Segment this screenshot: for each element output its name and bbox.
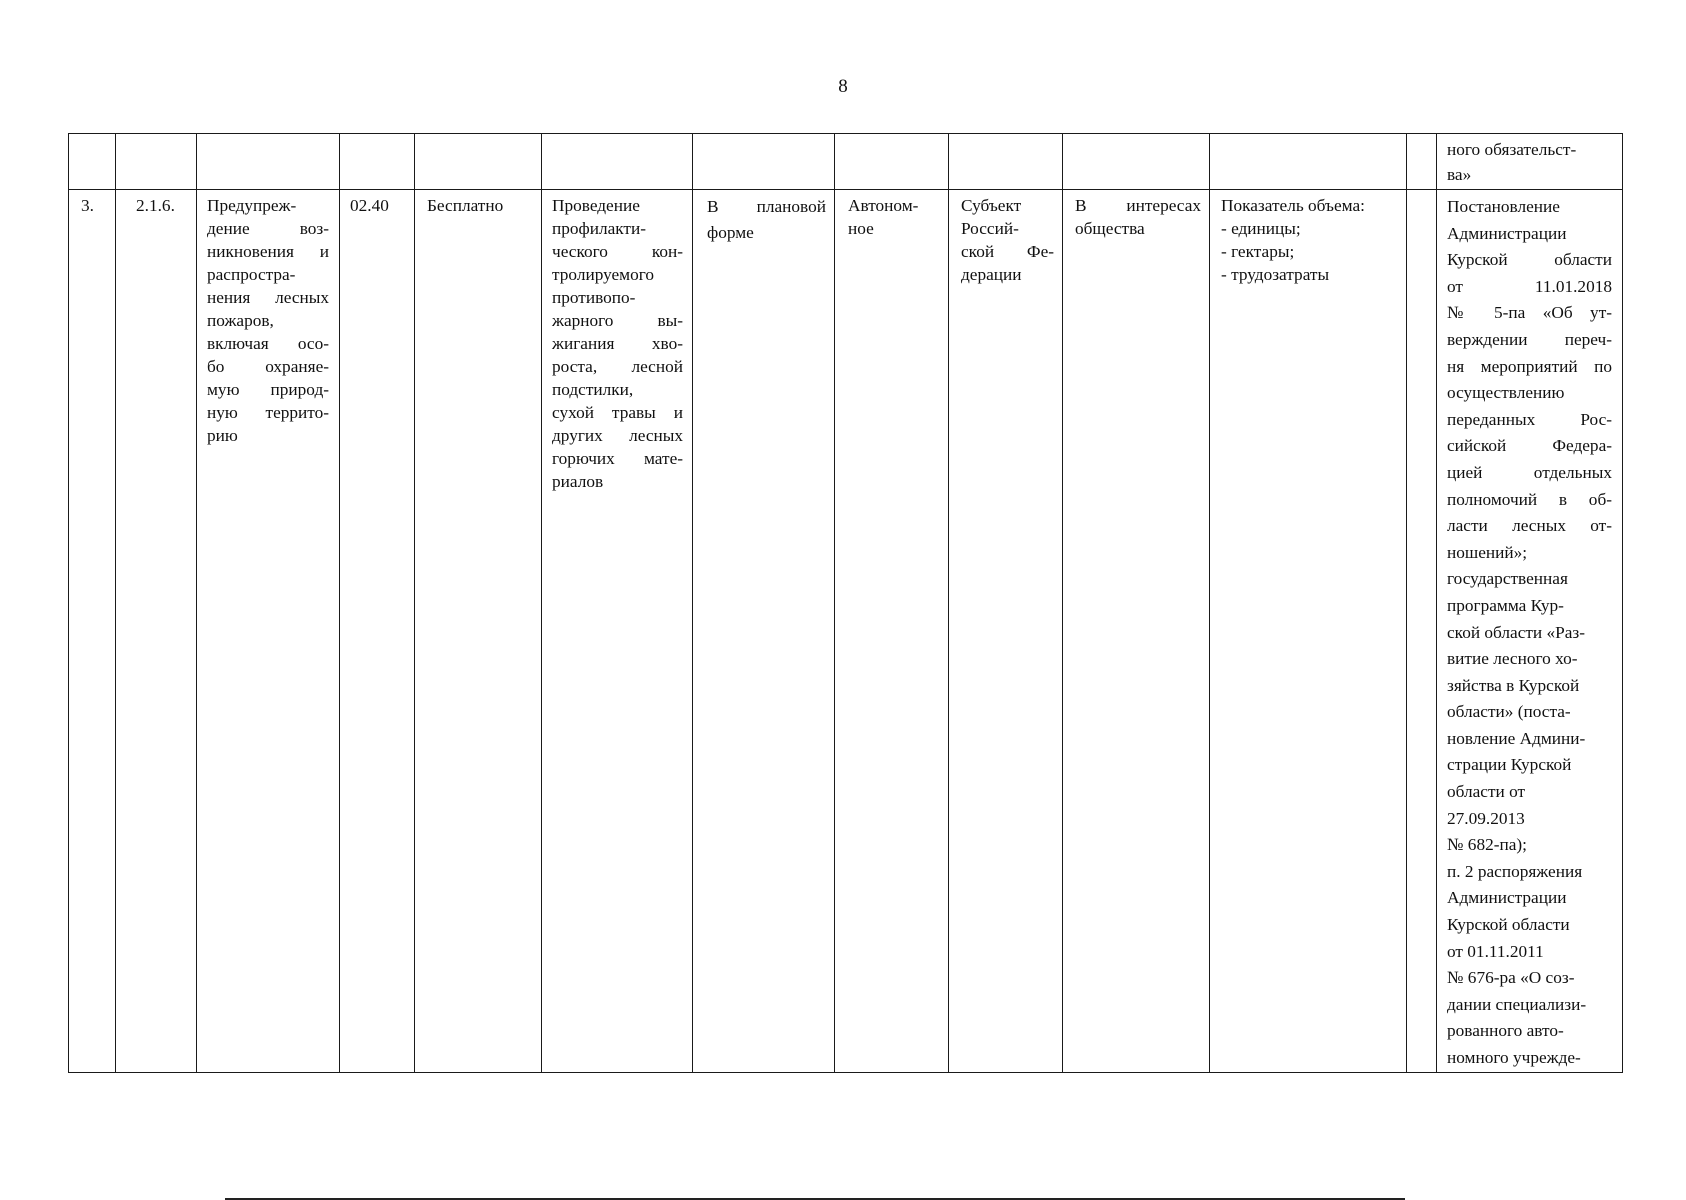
text-line: № 676-ра «О соз- [1447, 968, 1575, 988]
text-line: страции Курской [1447, 755, 1572, 775]
text-line: Администрации [1447, 888, 1567, 908]
text-line: Предупреж- [207, 196, 297, 215]
text-line: ную террито- [207, 403, 329, 422]
text-line: ное [848, 219, 874, 238]
text-line: - единицы; [1221, 219, 1301, 238]
text-line: от 11.01.2018 [1447, 276, 1612, 296]
text-line: ня мероприятий по [1447, 356, 1612, 376]
cell-okved-code: 02.40 [340, 190, 415, 1073]
text-line: форме [707, 223, 754, 242]
text-line: бо охраняе- [207, 357, 329, 376]
cell-empty [835, 134, 949, 190]
cell-empty [340, 134, 415, 190]
text-line: полномочий в об- [1447, 489, 1612, 509]
text-line: - гектары; [1221, 242, 1295, 261]
text-line: осуществлению [1447, 383, 1565, 403]
text-line: области» (поста- [1447, 702, 1571, 722]
text-line: цией отдельных [1447, 462, 1612, 482]
cell-empty [116, 134, 197, 190]
registry-table [68, 133, 1623, 1073]
text-line: других лесных [552, 426, 683, 445]
text-line: 27.09.2013 [1447, 808, 1525, 828]
text-line: Курской области [1447, 915, 1570, 935]
text-line: нения лесных [207, 288, 329, 307]
table-row [69, 190, 1623, 1073]
text-line: ской области «Раз- [1447, 622, 1585, 642]
text-line: области от [1447, 782, 1526, 802]
text-line: роста, лесной [552, 357, 683, 376]
text-line: включая осо- [207, 334, 329, 353]
text-line: рию [207, 426, 238, 445]
cell-code: 2.1.6. [116, 190, 197, 1073]
text-line: сухой травы и [552, 403, 683, 422]
text-line: № 5-па «Об ут- [1447, 303, 1612, 323]
cell-empty [949, 134, 1063, 190]
text-line: Администрации [1447, 223, 1567, 243]
text-line: В интересах [1075, 196, 1201, 215]
text-line: от 01.11.2011 [1447, 941, 1544, 961]
cell-legal-basis-continued [1437, 134, 1623, 190]
text-line: новление Админи- [1447, 728, 1586, 748]
text-line: - трудозатраты [1221, 265, 1330, 284]
cell-payment: Бесплатно [415, 190, 542, 1073]
text-line: Постановление [1447, 197, 1560, 216]
text-line: пожаров, [207, 311, 274, 330]
text-line: программа Кур- [1447, 595, 1564, 615]
text-line: горючих мате- [552, 449, 683, 468]
cell-work-name [197, 190, 340, 1073]
text-line: жарного вы- [552, 311, 683, 330]
text-line: Курской области [1447, 250, 1612, 270]
text-line: верждении переч- [1447, 329, 1612, 349]
cell-empty [415, 134, 542, 190]
text-line: № 682-па); [1447, 835, 1527, 855]
text-line: Субъект [961, 196, 1022, 215]
cell-form [693, 190, 835, 1073]
cell-institution-type [835, 190, 949, 1073]
text-line: противопо- [552, 288, 636, 307]
cell-empty [1407, 190, 1437, 1073]
cell-empty [69, 134, 116, 190]
cell-founder [949, 190, 1063, 1073]
text-line: переданных Рос- [1447, 409, 1612, 429]
cell-empty [693, 134, 835, 190]
text-line: Показатель объема: [1221, 196, 1365, 215]
text-line: рованного авто- [1447, 1021, 1564, 1041]
cell-empty [542, 134, 693, 190]
text-line: риалов [552, 472, 604, 491]
cell-interests [1063, 190, 1210, 1073]
text-line: дение воз- [207, 219, 329, 238]
text-line: зяйства в Курской [1447, 675, 1580, 695]
text-line: профилакти- [552, 219, 646, 238]
text-line: Россий- [961, 219, 1019, 238]
text-line: сийской Федера- [1447, 436, 1612, 456]
text-line: ской Фе- [961, 242, 1054, 261]
text-line: никновения и [207, 242, 329, 261]
text-line: В плановой [707, 197, 826, 216]
text-line: дании специализи- [1447, 994, 1587, 1014]
text-line: ного обязательст- [1447, 140, 1577, 159]
cell-row-number: 3. [69, 190, 116, 1073]
cell-empty [197, 134, 340, 190]
text-line: номного учрежде- [1447, 1048, 1581, 1067]
table-row-continued [69, 134, 1623, 190]
text-line: витие лесного хо- [1447, 649, 1578, 669]
text-line: общества [1075, 219, 1145, 238]
text-line: ческого кон- [552, 242, 683, 261]
page-number: 8 [838, 76, 848, 97]
text-line: мую природ- [207, 380, 329, 399]
text-line: подстилки, [552, 380, 634, 399]
text-line: Автоном- [848, 196, 919, 215]
cell-empty [1210, 134, 1407, 190]
text-line: дерации [961, 265, 1022, 284]
text-line: распростра- [207, 265, 296, 284]
cell-empty [1407, 134, 1437, 190]
cell-empty [1063, 134, 1210, 190]
text-line: государственная [1447, 569, 1568, 589]
cell-content [542, 190, 693, 1073]
text-line: Проведение [552, 196, 640, 215]
text-line: жигания хво- [552, 334, 683, 353]
text-line: ношений»; [1447, 542, 1528, 562]
text-line: ва» [1447, 165, 1472, 184]
text-line: п. 2 распоряжения [1447, 861, 1583, 881]
cell-indicators [1210, 190, 1407, 1073]
text-line: тролируемого [552, 265, 655, 284]
text-line: ласти лесных от- [1447, 516, 1612, 536]
cell-legal-basis [1437, 190, 1623, 1073]
